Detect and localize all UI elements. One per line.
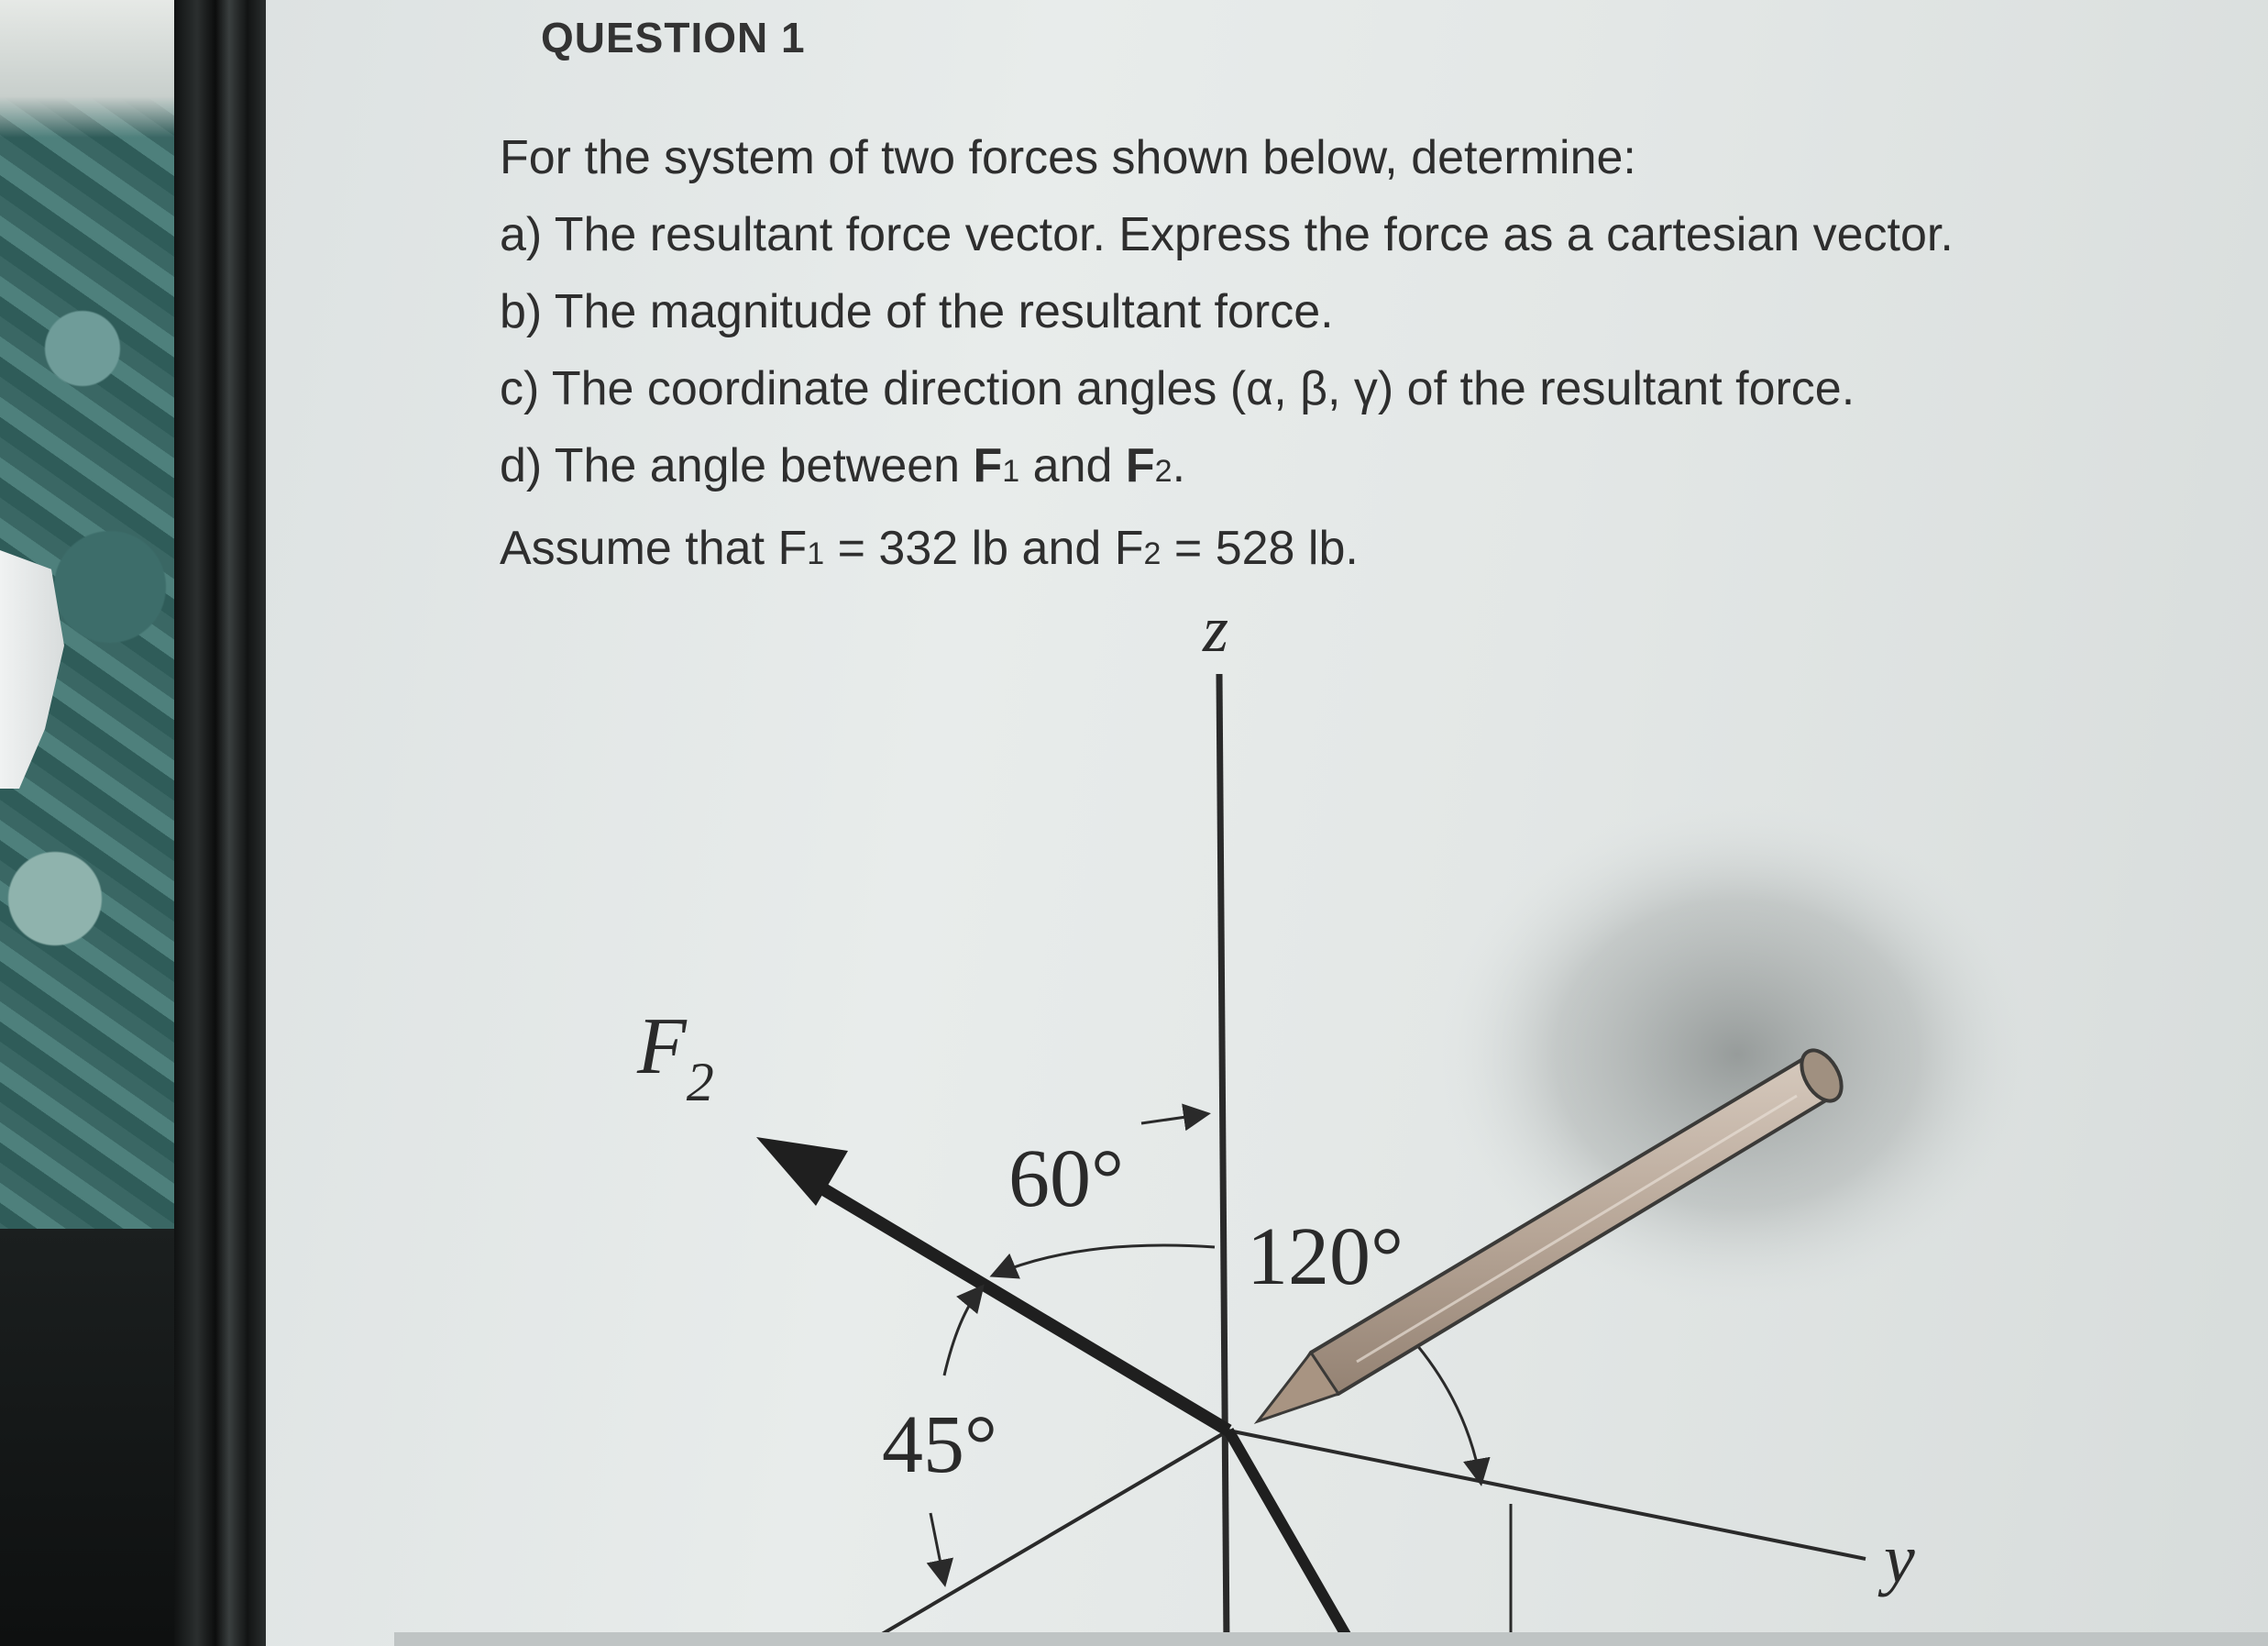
problem-part-a: a) The resultant force vector. Express the force as a cartesian vector. — [500, 208, 1954, 261]
part-d-prefix: d) The angle between — [500, 439, 974, 492]
assume-end: = 528 lb. — [1161, 522, 1359, 575]
y-axis-label: y — [1884, 1520, 1915, 1597]
angle-120-label: 120° — [1247, 1211, 1404, 1302]
angle-60-pointer — [1141, 1114, 1206, 1123]
part-d-f2-sub: 2 — [1154, 454, 1173, 489]
part-d-f1-sub: 1 — [1002, 454, 1020, 489]
screen-bottom-bar — [394, 1632, 2268, 1646]
problem-part-b: b) The magnitude of the resultant force. — [500, 285, 1334, 338]
angle-120-arc — [1412, 1339, 1481, 1481]
problem-intro: For the system of two forces shown below, determine: — [500, 131, 1636, 184]
assume-f2-sub: 2 — [1143, 536, 1162, 571]
part-d-and: and — [1019, 439, 1126, 492]
angle-45-arc-upper — [944, 1288, 981, 1375]
problem-part-c: c) The coordinate direction angles (α, β, γ) of the resultant force. — [500, 362, 1855, 415]
assume-mid: = 332 lb and F — [824, 522, 1144, 575]
question-title: QUESTION 1 — [541, 14, 806, 61]
angle-60-label: 60° — [1008, 1133, 1124, 1224]
z-axis-label: z — [1203, 592, 1229, 666]
assume-prefix: Assume that F — [500, 522, 808, 575]
part-d-f1: F — [973, 439, 1003, 492]
angle-60-arc — [995, 1245, 1215, 1275]
y-axis-line — [1228, 1431, 1866, 1559]
angle-45-arc-lower — [930, 1513, 944, 1582]
part-d-f2: F — [1125, 439, 1155, 492]
z-axis-line — [1219, 674, 1227, 1646]
angle-45-label: 45° — [882, 1399, 997, 1490]
part-d-end: . — [1172, 439, 1186, 492]
assume-f1-sub: 1 — [807, 536, 825, 571]
force-f2-label: $F_2$ — [637, 1002, 714, 1112]
force-f1-line-lower — [1228, 1431, 1352, 1646]
